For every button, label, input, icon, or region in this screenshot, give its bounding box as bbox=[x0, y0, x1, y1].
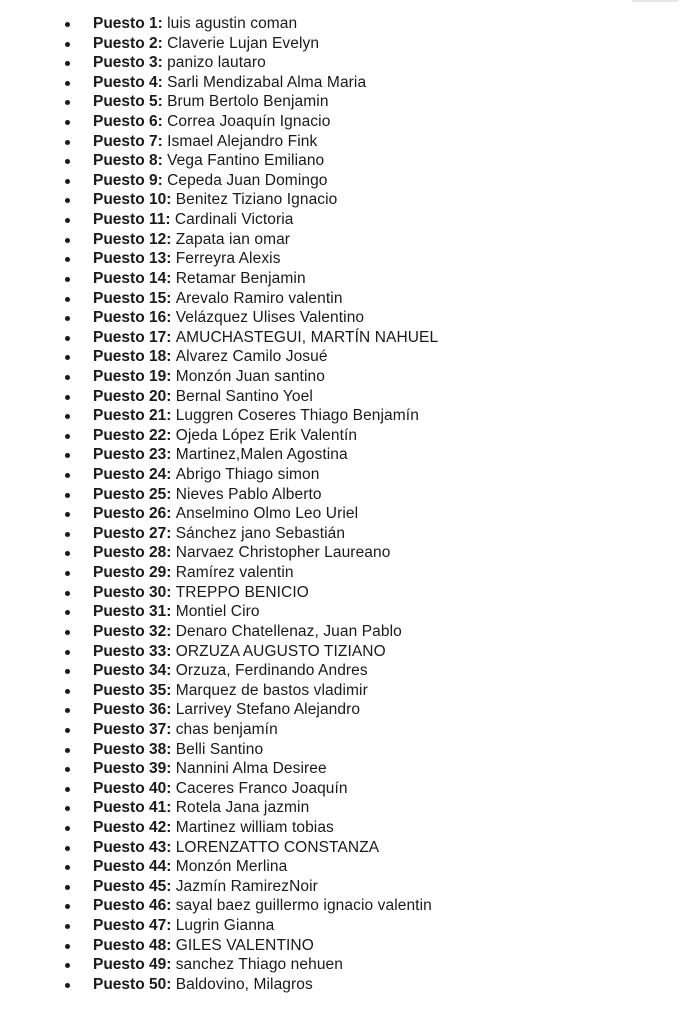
bullet-icon bbox=[65, 787, 70, 792]
bullet-icon bbox=[65, 728, 70, 733]
participant-name: ORZUZA AUGUSTO TIZIANO bbox=[175, 642, 386, 660]
participant-name: Zapata ian omar bbox=[175, 230, 291, 248]
participant-name: Correa Joaquín Ignacio bbox=[167, 113, 331, 131]
position-label: Puesto 24: bbox=[93, 466, 172, 484]
bullet-icon bbox=[65, 316, 70, 321]
list-item bbox=[0, 387, 682, 407]
participant-name: Marquez de bastos vladimir bbox=[175, 681, 368, 699]
list-item bbox=[0, 73, 682, 93]
bullet-icon bbox=[65, 846, 70, 851]
position-label: Puesto 10: bbox=[93, 191, 172, 209]
list-item bbox=[0, 151, 682, 171]
list-item bbox=[0, 563, 682, 583]
position-label: Puesto 50: bbox=[93, 975, 172, 993]
participant-name: Ojeda López Erik Valentín bbox=[175, 426, 358, 444]
participant-name: GILES VALENTINO bbox=[175, 936, 314, 954]
participant-name: Nannini Alma Desiree bbox=[175, 760, 327, 778]
list-item bbox=[0, 92, 682, 112]
list-item bbox=[0, 53, 682, 73]
position-label: Puesto 31: bbox=[93, 603, 172, 621]
list-item bbox=[0, 955, 682, 975]
bullet-icon bbox=[65, 198, 70, 203]
bullet-icon bbox=[65, 159, 70, 164]
bullet-icon bbox=[65, 591, 70, 596]
list-item bbox=[0, 936, 682, 956]
list-item bbox=[0, 857, 682, 877]
list-item bbox=[0, 308, 682, 328]
participant-name: panizo lautaro bbox=[167, 54, 266, 72]
list-item bbox=[0, 269, 682, 289]
participant-name: Cepeda Juan Domingo bbox=[167, 171, 328, 189]
list-item bbox=[0, 406, 682, 426]
list-item bbox=[0, 661, 682, 681]
list-item bbox=[0, 700, 682, 720]
participant-name: chas benjamín bbox=[175, 720, 278, 738]
bullet-icon bbox=[65, 61, 70, 66]
bullet-icon bbox=[65, 355, 70, 360]
list-item bbox=[0, 504, 682, 524]
list-item bbox=[0, 190, 682, 210]
participant-name: Martinez william tobias bbox=[175, 818, 334, 836]
bullet-icon bbox=[65, 414, 70, 419]
bullet-icon bbox=[65, 708, 70, 713]
bullet-icon bbox=[65, 238, 70, 243]
participant-name: Martinez,Malen Agostina bbox=[175, 446, 348, 464]
bullet-icon bbox=[65, 551, 70, 556]
bullet-icon bbox=[65, 904, 70, 909]
position-label: Puesto 26: bbox=[93, 505, 172, 523]
position-label: Puesto 40: bbox=[93, 779, 172, 797]
bullet-icon bbox=[65, 453, 70, 458]
bullet-icon bbox=[65, 22, 70, 27]
position-label: Puesto 9: bbox=[93, 171, 163, 189]
position-label: Puesto 14: bbox=[93, 269, 172, 287]
participant-name: Retamar Benjamin bbox=[175, 269, 306, 287]
list-item bbox=[0, 465, 682, 485]
participant-name: Narvaez Christopher Laureano bbox=[175, 544, 391, 562]
list-item bbox=[0, 230, 682, 250]
position-label: Puesto 36: bbox=[93, 701, 172, 719]
participant-name: Benitez Tiziano Ignacio bbox=[175, 191, 338, 209]
bullet-icon bbox=[65, 493, 70, 498]
list-item bbox=[0, 818, 682, 838]
bullet-icon bbox=[65, 865, 70, 870]
bullet-icon bbox=[65, 532, 70, 537]
list-item bbox=[0, 877, 682, 897]
position-label: Puesto 3: bbox=[93, 54, 163, 72]
participant-name: Ismael Alejandro Fink bbox=[167, 132, 318, 150]
list-item bbox=[0, 132, 682, 152]
participant-name: luis agustin coman bbox=[167, 15, 298, 32]
list-item bbox=[0, 916, 682, 936]
position-label: Puesto 47: bbox=[93, 917, 172, 935]
position-label: Puesto 39: bbox=[93, 760, 172, 778]
bullet-icon bbox=[65, 806, 70, 811]
participant-name: Ramírez valentin bbox=[175, 564, 294, 582]
participant-name: Monzón Juan santino bbox=[175, 367, 325, 385]
bullet-icon bbox=[65, 944, 70, 949]
bullet-icon bbox=[65, 610, 70, 615]
position-label: Puesto 32: bbox=[93, 622, 172, 640]
participant-name: Arevalo Ramiro valentin bbox=[175, 289, 343, 307]
bullet-icon bbox=[65, 218, 70, 223]
bullet-icon bbox=[65, 767, 70, 772]
list-item bbox=[0, 210, 682, 230]
bullet-icon bbox=[65, 983, 70, 988]
bullet-icon bbox=[65, 630, 70, 635]
participant-name: Alvarez Camilo Josué bbox=[175, 348, 328, 366]
position-label: Puesto 8: bbox=[93, 152, 163, 170]
list-item bbox=[0, 171, 682, 191]
participant-name: Sánchez jano Sebastián bbox=[175, 524, 346, 542]
top-edge-mark bbox=[632, 0, 678, 2]
list-item bbox=[0, 720, 682, 740]
bullet-icon bbox=[65, 81, 70, 86]
bullet-icon bbox=[65, 257, 70, 262]
bullet-icon bbox=[65, 650, 70, 655]
position-label: Puesto 38: bbox=[93, 740, 172, 758]
position-label: Puesto 18: bbox=[93, 348, 172, 366]
participant-name: AMUCHASTEGUI, MARTÍN NAHUEL bbox=[175, 328, 439, 346]
list-item bbox=[0, 896, 682, 916]
list-item bbox=[0, 524, 682, 544]
position-label: Puesto 20: bbox=[93, 387, 172, 405]
bullet-icon bbox=[65, 748, 70, 753]
bullet-icon bbox=[65, 140, 70, 145]
participant-name: Baldovino, Milagros bbox=[175, 975, 313, 993]
participant-name: Denaro Chatellenaz, Juan Pablo bbox=[175, 622, 402, 640]
position-label: Puesto 35: bbox=[93, 681, 172, 699]
position-label: Puesto 29: bbox=[93, 564, 172, 582]
participant-name: Nieves Pablo Alberto bbox=[175, 485, 322, 503]
position-label: Puesto 13: bbox=[93, 250, 172, 268]
position-label: Puesto 42: bbox=[93, 818, 172, 836]
list-item bbox=[0, 681, 682, 701]
position-label: Puesto 43: bbox=[93, 838, 172, 856]
bullet-icon bbox=[65, 689, 70, 694]
list-item bbox=[0, 798, 682, 818]
list-item bbox=[0, 445, 682, 465]
participant-name: Jazmín RamirezNoir bbox=[175, 877, 318, 895]
position-label: Puesto 21: bbox=[93, 407, 172, 425]
list-item bbox=[0, 759, 682, 779]
position-label: Puesto 25: bbox=[93, 485, 172, 503]
position-label: Puesto 15: bbox=[93, 289, 172, 307]
participant-name: Belli Santino bbox=[175, 740, 264, 758]
bullet-icon bbox=[65, 120, 70, 125]
bullet-icon bbox=[65, 826, 70, 831]
list-item bbox=[0, 543, 682, 563]
list-item bbox=[0, 289, 682, 309]
participant-name: Claverie Lujan Evelyn bbox=[167, 34, 320, 52]
position-label: Puesto 44: bbox=[93, 858, 172, 876]
bullet-icon bbox=[65, 473, 70, 478]
list-item bbox=[0, 975, 682, 995]
participant-name: Vega Fantino Emiliano bbox=[167, 152, 325, 170]
bullet-icon bbox=[65, 375, 70, 380]
position-label: Puesto 23: bbox=[93, 446, 172, 464]
position-label: Puesto 12: bbox=[93, 230, 172, 248]
participant-name: sayal baez guillermo ignacio valentin bbox=[175, 897, 432, 915]
bullet-icon bbox=[65, 571, 70, 576]
position-label: Puesto 45: bbox=[93, 877, 172, 895]
list-item bbox=[0, 779, 682, 799]
bullet-icon bbox=[65, 434, 70, 439]
position-label: Puesto 5: bbox=[93, 93, 163, 111]
participant-name: Brum Bertolo Benjamin bbox=[167, 93, 329, 111]
participant-name: Lugrin Gianna bbox=[175, 917, 275, 935]
list-item bbox=[0, 249, 682, 269]
position-label: Puesto 46: bbox=[93, 897, 172, 915]
participant-name: Ferreyra Alexis bbox=[175, 250, 281, 268]
list-item bbox=[0, 367, 682, 387]
position-label: Puesto 49: bbox=[93, 956, 172, 974]
participant-name: Luggren Coseres Thiago Benjamín bbox=[175, 407, 419, 425]
participant-name: Orzuza, Ferdinando Andres bbox=[175, 662, 368, 680]
bullet-icon bbox=[65, 100, 70, 105]
bullet-icon bbox=[65, 512, 70, 517]
bullet-icon bbox=[65, 42, 70, 47]
list-item bbox=[0, 347, 682, 367]
position-label: Puesto 33: bbox=[93, 642, 172, 660]
participant-name: Monzón Merlina bbox=[175, 858, 288, 876]
participant-name: sanchez Thiago nehuen bbox=[175, 956, 343, 974]
position-label: Puesto 11: bbox=[93, 211, 171, 229]
bullet-icon bbox=[65, 395, 70, 400]
bullet-icon bbox=[65, 963, 70, 968]
list-item bbox=[0, 328, 682, 348]
participant-name: Cardinali Victoria bbox=[174, 211, 294, 229]
position-label: Puesto 4: bbox=[93, 73, 163, 91]
position-label: Puesto 17: bbox=[93, 328, 172, 346]
list-item bbox=[0, 838, 682, 858]
position-label: Puesto 1: bbox=[93, 15, 163, 32]
bullet-icon bbox=[65, 277, 70, 282]
participant-name: Larrivey Stefano Alejandro bbox=[175, 701, 361, 719]
list-item bbox=[0, 485, 682, 505]
list-item bbox=[0, 112, 682, 132]
position-label: Puesto 41: bbox=[93, 799, 172, 817]
position-label: Puesto 48: bbox=[93, 936, 172, 954]
list-item bbox=[0, 34, 682, 54]
list-item bbox=[0, 642, 682, 662]
bullet-icon bbox=[65, 179, 70, 184]
bullet-icon bbox=[65, 924, 70, 929]
position-label: Puesto 16: bbox=[93, 309, 172, 327]
participant-name: Abrigo Thiago simon bbox=[175, 466, 320, 484]
position-label: Puesto 37: bbox=[93, 720, 172, 738]
participant-name: Velázquez Ulises Valentino bbox=[175, 309, 365, 327]
list-item bbox=[0, 740, 682, 760]
participant-name: Montiel Ciro bbox=[175, 603, 260, 621]
ranking-list bbox=[0, 14, 682, 994]
participant-name: Anselmino Olmo Leo Uriel bbox=[175, 505, 359, 523]
bullet-icon bbox=[65, 297, 70, 302]
position-label: Puesto 34: bbox=[93, 662, 172, 680]
position-label: Puesto 27: bbox=[93, 524, 172, 542]
participant-name: Sarli Mendizabal Alma Maria bbox=[167, 73, 367, 91]
position-label: Puesto 7: bbox=[93, 132, 163, 150]
position-label: Puesto 22: bbox=[93, 426, 172, 444]
list-item bbox=[0, 583, 682, 603]
participant-name: LORENZATTO CONSTANZA bbox=[175, 838, 380, 856]
position-label: Puesto 28: bbox=[93, 544, 172, 562]
bullet-icon bbox=[65, 336, 70, 341]
participant-name: Rotela Jana jazmin bbox=[175, 799, 310, 817]
list-item bbox=[0, 14, 682, 34]
list-item bbox=[0, 426, 682, 446]
participant-name: Caceres Franco Joaquín bbox=[175, 779, 348, 797]
participant-name: Bernal Santino Yoel bbox=[175, 387, 313, 405]
list-item bbox=[0, 622, 682, 642]
position-label: Puesto 30: bbox=[93, 583, 172, 601]
position-label: Puesto 2: bbox=[93, 34, 163, 52]
position-label: Puesto 6: bbox=[93, 113, 163, 131]
bullet-icon bbox=[65, 669, 70, 674]
bullet-icon bbox=[65, 885, 70, 890]
position-label: Puesto 19: bbox=[93, 367, 172, 385]
list-item bbox=[0, 602, 682, 622]
participant-name: TREPPO BENICIO bbox=[175, 583, 309, 601]
